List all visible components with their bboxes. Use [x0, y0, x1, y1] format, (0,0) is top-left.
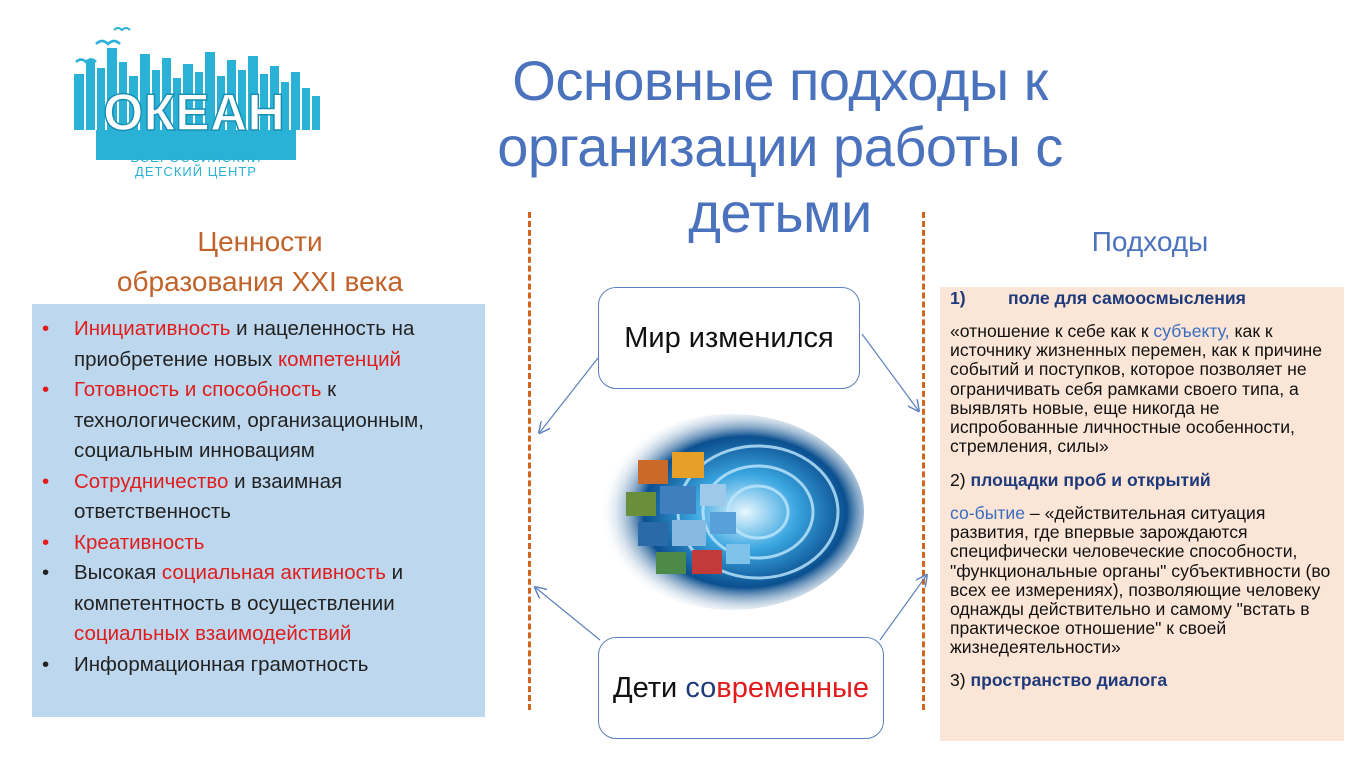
value-text: компетенций — [277, 347, 401, 371]
approach-1-text-b: субъекту, — [1153, 321, 1230, 341]
kids-word-part-blue: со — [685, 671, 717, 704]
value-text: социальных взаимодействий — [74, 622, 352, 645]
value-text: к технологическим, организационным, социальным инновациям — [74, 378, 424, 462]
approach-1-number: 1) — [950, 288, 966, 308]
values-list — [32, 304, 485, 680]
value-item — [74, 375, 455, 467]
approach-3-heading — [950, 671, 1342, 690]
values-heading — [60, 222, 460, 302]
approach-2-text — [950, 504, 1342, 658]
value-text: Высокая — [74, 561, 162, 584]
approach-1-heading — [950, 289, 1342, 308]
value-text: и нацеленность на приобретение новых — [74, 317, 415, 371]
value-text: Креативность — [74, 530, 205, 554]
arrow-from-kids-right — [880, 576, 926, 640]
approaches-heading: Подходы — [1091, 226, 1209, 257]
arrow-to-values — [540, 358, 598, 432]
values-heading-line-1: Ценности — [197, 226, 323, 257]
value-text: и взаимная ответственность — [74, 469, 343, 523]
title-line-1: Основные подходы к — [512, 49, 1048, 112]
value-text: Готовность и способность — [74, 378, 322, 401]
arrow-from-kids-left — [536, 588, 600, 640]
approach-1-text — [950, 322, 1342, 456]
value-item — [74, 314, 455, 375]
world-changed-box — [598, 287, 860, 389]
approach-3-title: пространство диалога — [970, 670, 1168, 690]
approach-2-text-b: – «действительная ситуация развития, где впервые зарождаются специфически человеческие способности, "функциональные органы" субъективности (во всех ее измерениях), позволяющие человеку однажды действительно и самому "встать в практическое отношение" к своей жизнедеятельности» — [950, 503, 1331, 658]
value-text: Инициативность — [74, 317, 231, 340]
title-line-2: организации работы с детьми — [497, 115, 1063, 244]
modern-kids-box — [598, 637, 884, 739]
approach-2-number: 2) — [950, 470, 966, 490]
value-text: социальная активность — [161, 561, 386, 584]
approach-2-heading — [950, 471, 1342, 490]
value-item — [74, 558, 455, 650]
approach-1-title: поле для самоосмысления — [1008, 288, 1246, 308]
kids-word: Дети — [612, 671, 686, 704]
kids-word-part-red: временные — [716, 671, 870, 704]
value-text: и компетентность в осуществлении — [74, 561, 404, 615]
world-changed-label: Мир изменился — [624, 321, 834, 354]
approach-2-text-a: со-бытие — [950, 503, 1026, 523]
approach-1-text-c: как к источнику жизненных перемен, как к причине событий и поступков, которое позволяет не ограничивать себя рамками своего типа, а выявлять новые, еще никогда не испробованные личностные особенности, стремления, силы» — [950, 321, 1323, 457]
approach-1-text-a: «отношение к себе как к — [950, 321, 1154, 341]
value-item — [74, 528, 455, 559]
values-heading-line-2: образования XXI века — [116, 266, 404, 297]
slide-title — [400, 48, 1160, 246]
logo-wordmark: ОКЕАН — [103, 84, 285, 142]
approach-2-title: площадки проб и открытий — [970, 470, 1211, 490]
globe-media-image — [598, 412, 866, 612]
logo-line-2: ДЕТСКИЙ ЦЕНТР — [135, 164, 257, 179]
okean-logo — [66, 26, 326, 186]
value-text: Сотрудничество — [74, 469, 229, 493]
value-item — [74, 650, 455, 681]
value-item — [74, 467, 455, 528]
approach-3-number: 3) — [950, 670, 966, 690]
arrow-to-approaches — [862, 334, 918, 410]
value-text: Информационная грамотность — [74, 652, 369, 676]
logo-line-1: ВСЕРОССИЙСКИЙ — [130, 150, 262, 165]
modern-kids-label — [613, 672, 869, 705]
values-panel — [32, 304, 485, 717]
approaches-panel — [940, 287, 1344, 741]
